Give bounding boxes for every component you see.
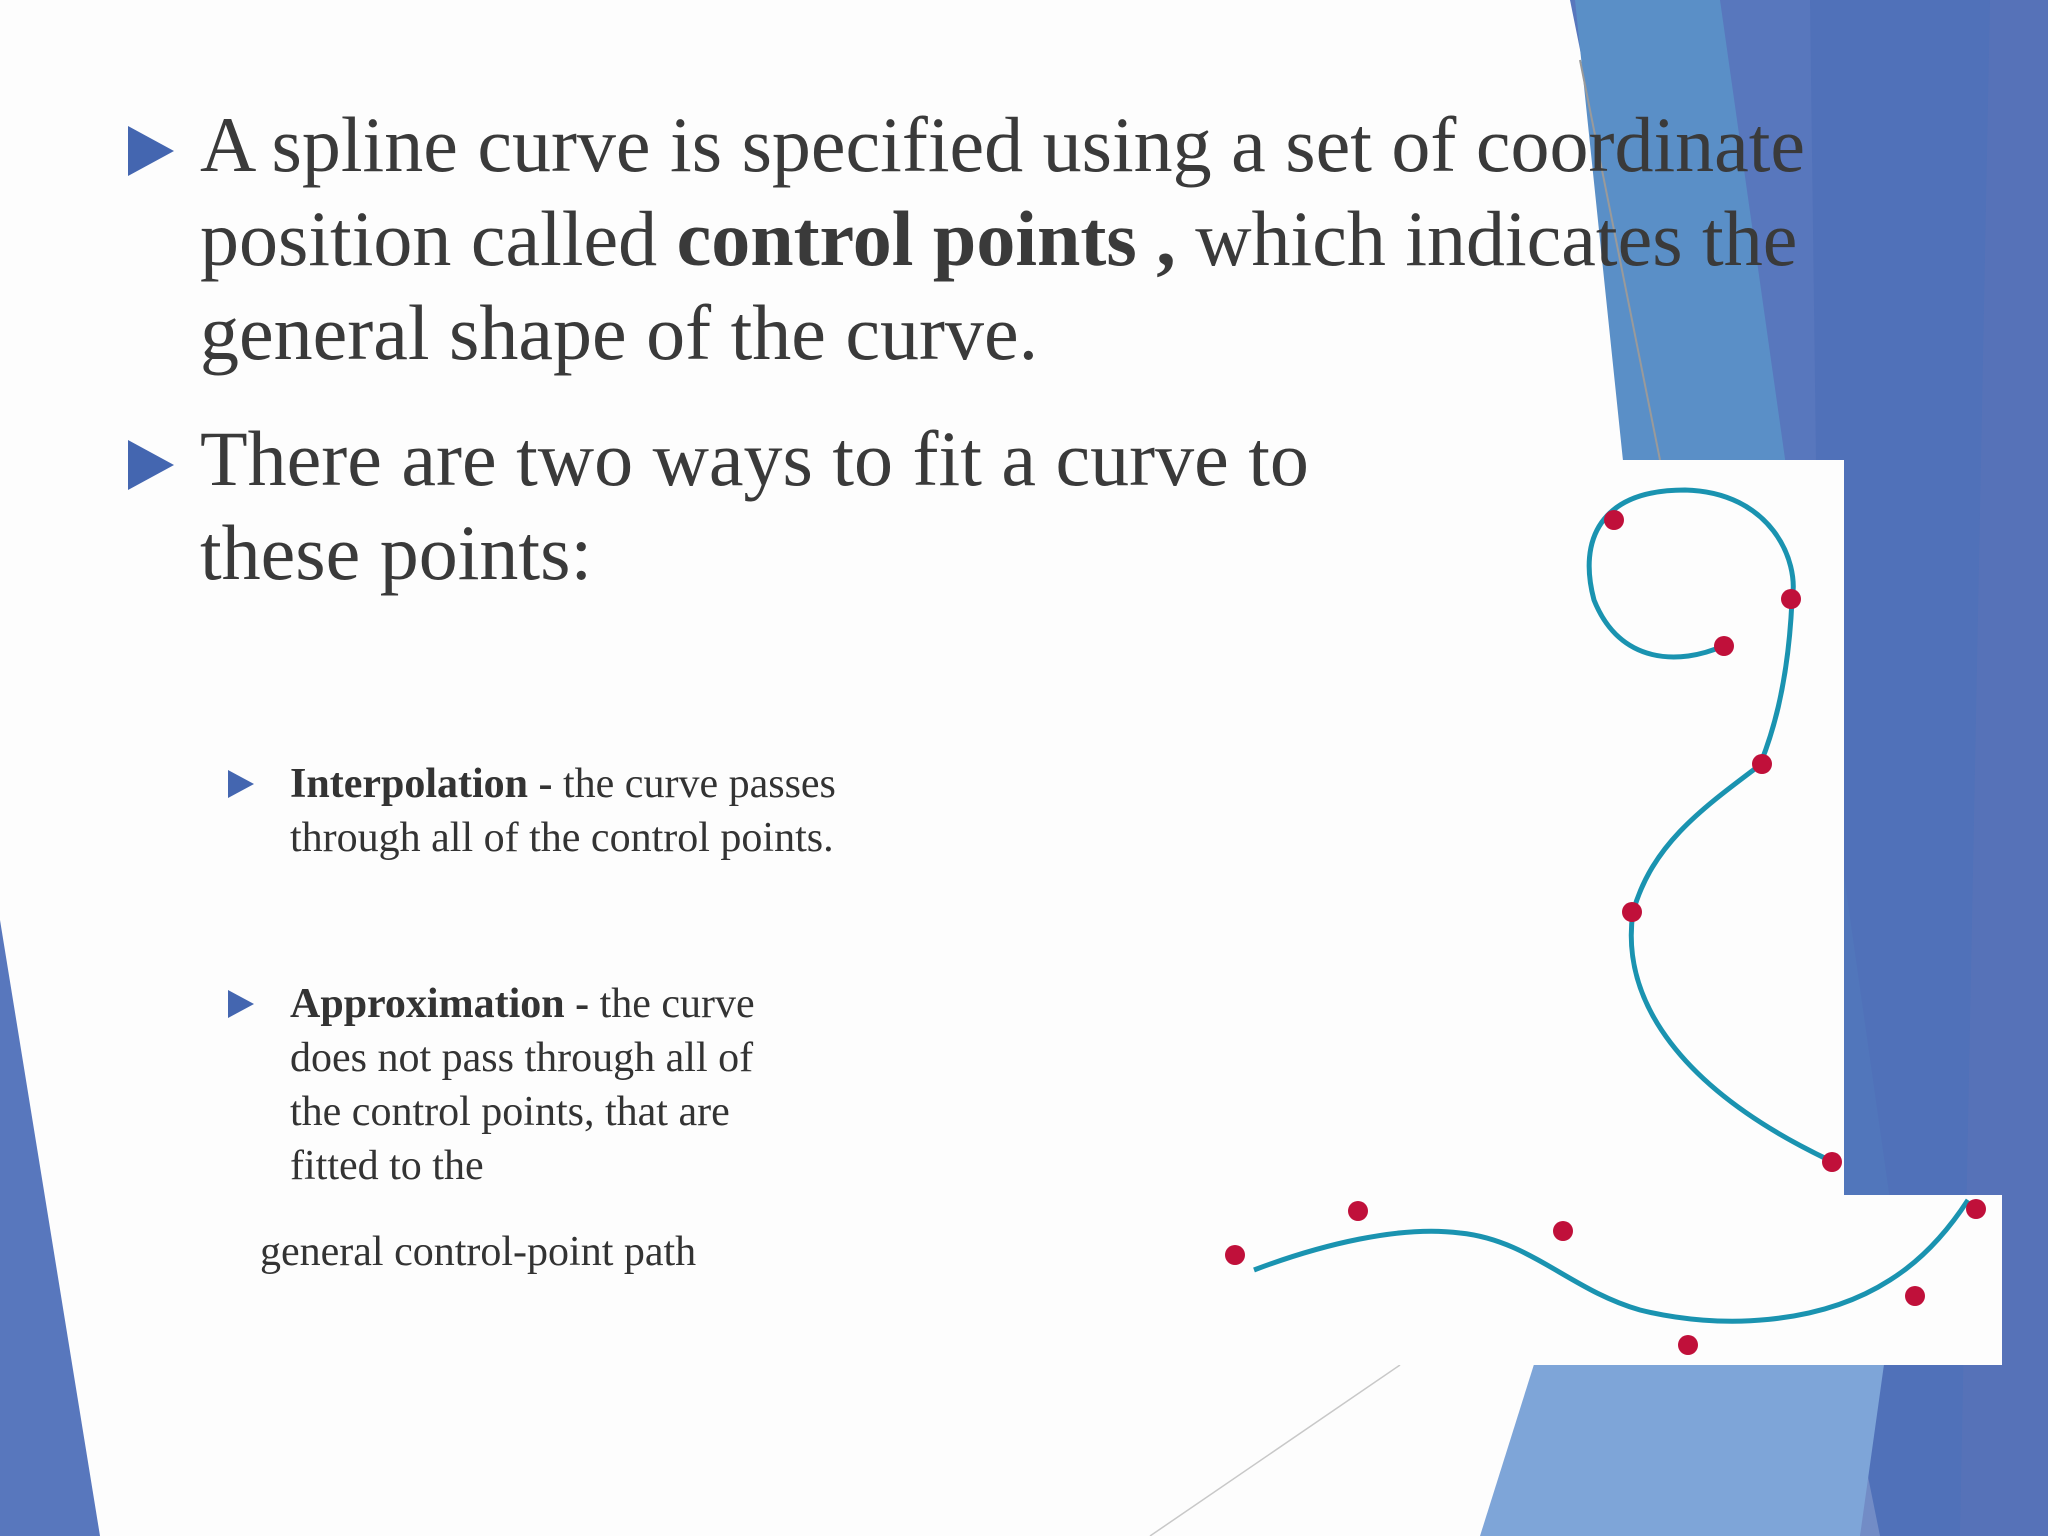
- control-point: [1348, 1201, 1368, 1221]
- control-point: [1225, 1245, 1245, 1265]
- sub-bullet-1-content: the curve passes through all of the control points.: [290, 761, 836, 861]
- control-point: [1752, 754, 1772, 774]
- control-point: [1781, 589, 1801, 609]
- bullet-1-text-bold: control points ,: [676, 195, 1176, 282]
- sub-bullet-2-bold: Approximation -: [290, 981, 590, 1027]
- interpolation-image-panel: [1550, 460, 1844, 1195]
- control-point: [1905, 1286, 1925, 1306]
- approximation-image-panel: [1200, 1195, 2002, 1365]
- bullet-2-text-content: There are two ways to fit a curve to these points:: [200, 415, 1309, 596]
- control-point: [1604, 510, 1624, 530]
- bullet-1-text-post: which indicates the general shape of the curve.: [200, 195, 1798, 376]
- sub-bullet-2-tail: general control-point path: [260, 1229, 697, 1275]
- sub-bullet-2-content: the curve does not pass through all of the control points, that are fitted to the: [290, 981, 755, 1189]
- control-point: [1714, 636, 1734, 656]
- control-point: [1966, 1199, 1986, 1219]
- control-point: [1553, 1221, 1573, 1241]
- sub-bullet-1-bold: Interpolation -: [290, 761, 553, 807]
- control-point: [1678, 1335, 1698, 1355]
- control-point: [1622, 902, 1642, 922]
- bullet-1-text-pre: A spline curve is specified using a set of coordinate position called: [200, 101, 1806, 282]
- control-point: [1822, 1152, 1842, 1172]
